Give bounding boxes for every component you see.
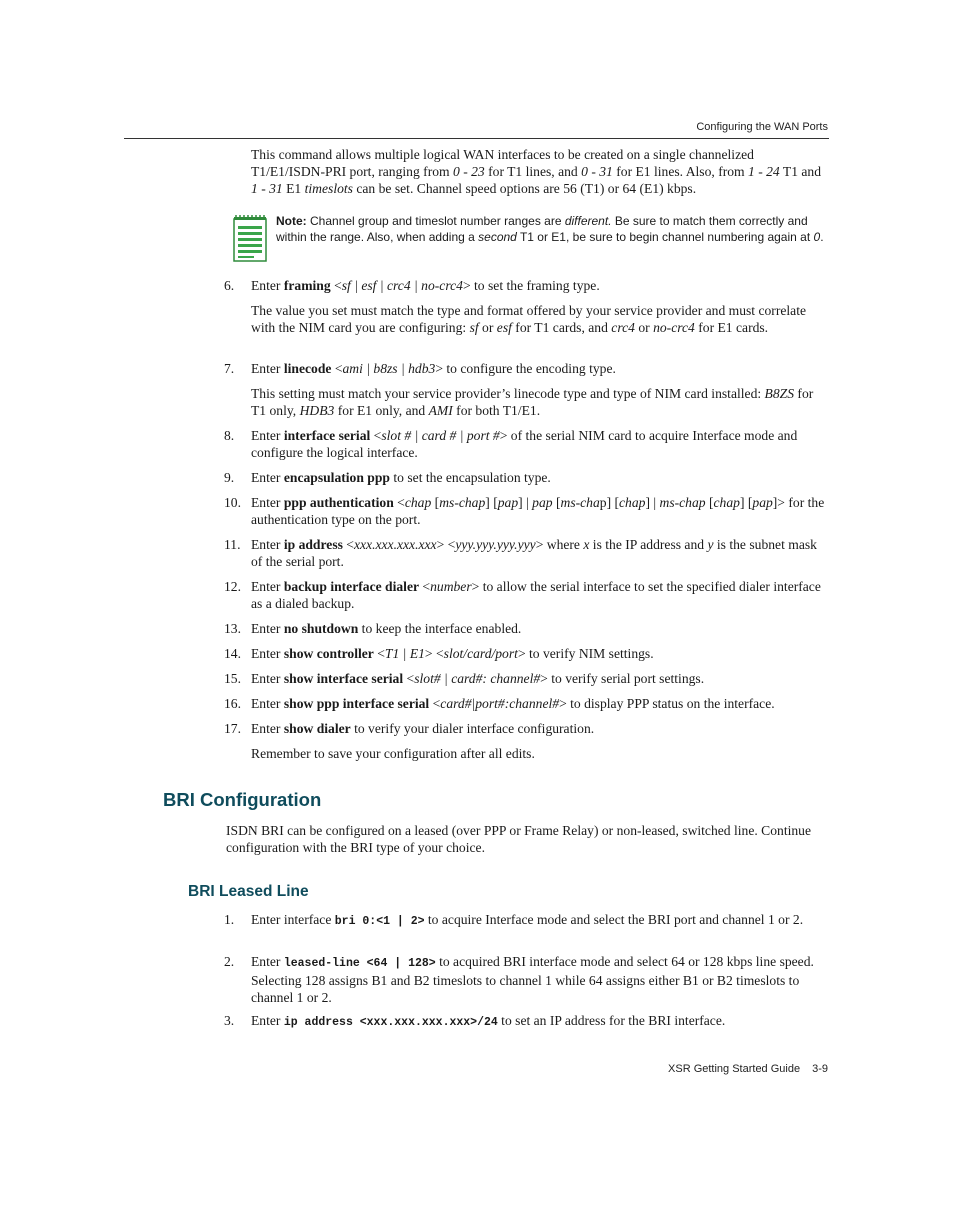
page-number: 3-9 [812, 1063, 828, 1075]
running-header: Configuring the WAN Ports [696, 121, 828, 133]
page-footer [668, 1063, 828, 1075]
save-reminder: Remember to save your configuration after all edits. [251, 746, 535, 761]
step-6-detail: The value you set must match the type and format offered by your service provider and must correlate with the NIM card you are configuring: sf or esf for T1 cards, and crc4 or no-crc4 for E1 cards. [251, 303, 807, 335]
intro-paragraph: This command allows multiple logical WAN interfaces to be created on a single channelized T1/E1/ISDN-PRI port, ranging from 0 - 23 for T1 lines, and 0 - 31 for E1 lines. Also, from 1 - 24 T1 and 1 - 31 E1 timeslots can be set. Channel speed options are 56 (T1) or 64 (E1) kbps. [251, 147, 822, 196]
subsection-heading: BRI Leased Line [188, 883, 309, 900]
bri-intro: ISDN BRI can be configured on a leased (over PPP or Frame Relay) or non-leased, switched line. Continue configuration with the BRI type of your choice. [226, 823, 812, 855]
section-heading: BRI Configuration [163, 789, 322, 810]
note-text: Note: Channel group and timeslot number ranges are different. Be sure to match them correctly and within the range. Also, when adding a second T1 or E1, be sure to begin channel numbering again at 0. [276, 214, 824, 244]
notepad-icon [232, 214, 268, 262]
step-7-detail: This setting must match your service provider’s linecode type and type of NIM card installed: B8ZS for T1 only, HDB3 for E1 only, and AMI for both T1/E1. [251, 386, 814, 418]
guide-title: XSR Getting Started Guide [668, 1063, 801, 1075]
header-rule [124, 138, 829, 139]
